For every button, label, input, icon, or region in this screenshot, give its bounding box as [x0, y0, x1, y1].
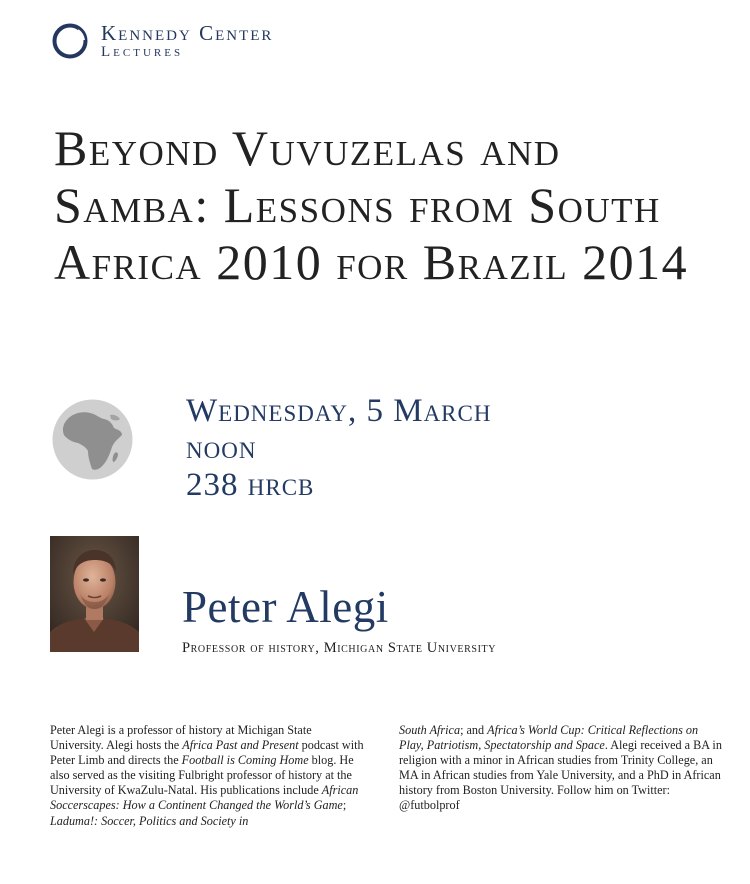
bio-segment: Football is Coming Home — [181, 753, 309, 768]
speaker-affiliation: Professor of history, Michigan State University — [182, 640, 497, 656]
bio-segment: Africa’s World Cup: Critical Reflections on Play, Patriotism, Spectatorship and Space — [399, 723, 699, 753]
logo-line2: Lectures — [101, 44, 184, 60]
event-location: 238 hrcb — [186, 467, 315, 503]
bio-segment: African Soccerscapes: How a Continent Changed the World’s Game — [50, 783, 359, 813]
bio-segment: blog. He also served as the visiting Fulbright professor of history at the University of KwaZulu-Natal. His publications include — [50, 753, 354, 798]
bio-segment: Peter Alegi is a professor of history at Michigan State University. Alegi hosts the — [50, 723, 312, 753]
speaker-portrait — [50, 536, 139, 652]
lecture-title: Beyond Vuvuzelas and Samba: Lessons from South Africa 2010 for Brazil 2014 — [54, 120, 689, 290]
logo-wordmark — [101, 22, 273, 60]
speaker-portrait-drawing — [50, 536, 139, 652]
bio-segment: Africa Past and Present — [182, 738, 299, 753]
ring-logo-icon — [51, 22, 89, 60]
bio-segment: ; — [342, 798, 347, 813]
event-time: noon — [186, 430, 257, 466]
kennedy-center-logo — [51, 22, 351, 62]
bio-segment: podcast with Peter Limb and directs the — [50, 738, 364, 768]
logo-line1: Kennedy Center — [101, 21, 274, 45]
bio-column-right — [399, 723, 724, 814]
bio-segment: . Alegi received a BA in religion with a minor in African studies from Trinity College, an MA in African studies from Yale University, and a PhD in African history from Boston University. Follow him on Twitter: @futbolprof — [399, 738, 722, 813]
event-details — [186, 393, 491, 504]
bio-segment: South Africa — [399, 723, 461, 737]
bio-segment: ; and — [460, 723, 488, 737]
speaker-name: Peter Alegi — [182, 582, 389, 632]
bio-segment: Laduma!: Soccer, Politics and Society in — [50, 813, 249, 828]
bio-text-left — [50, 723, 368, 829]
bio-column-left — [50, 723, 368, 829]
event-date: Wednesday, 5 March — [186, 393, 492, 429]
bio-text-right — [399, 723, 724, 814]
africa-globe-icon — [52, 399, 133, 480]
